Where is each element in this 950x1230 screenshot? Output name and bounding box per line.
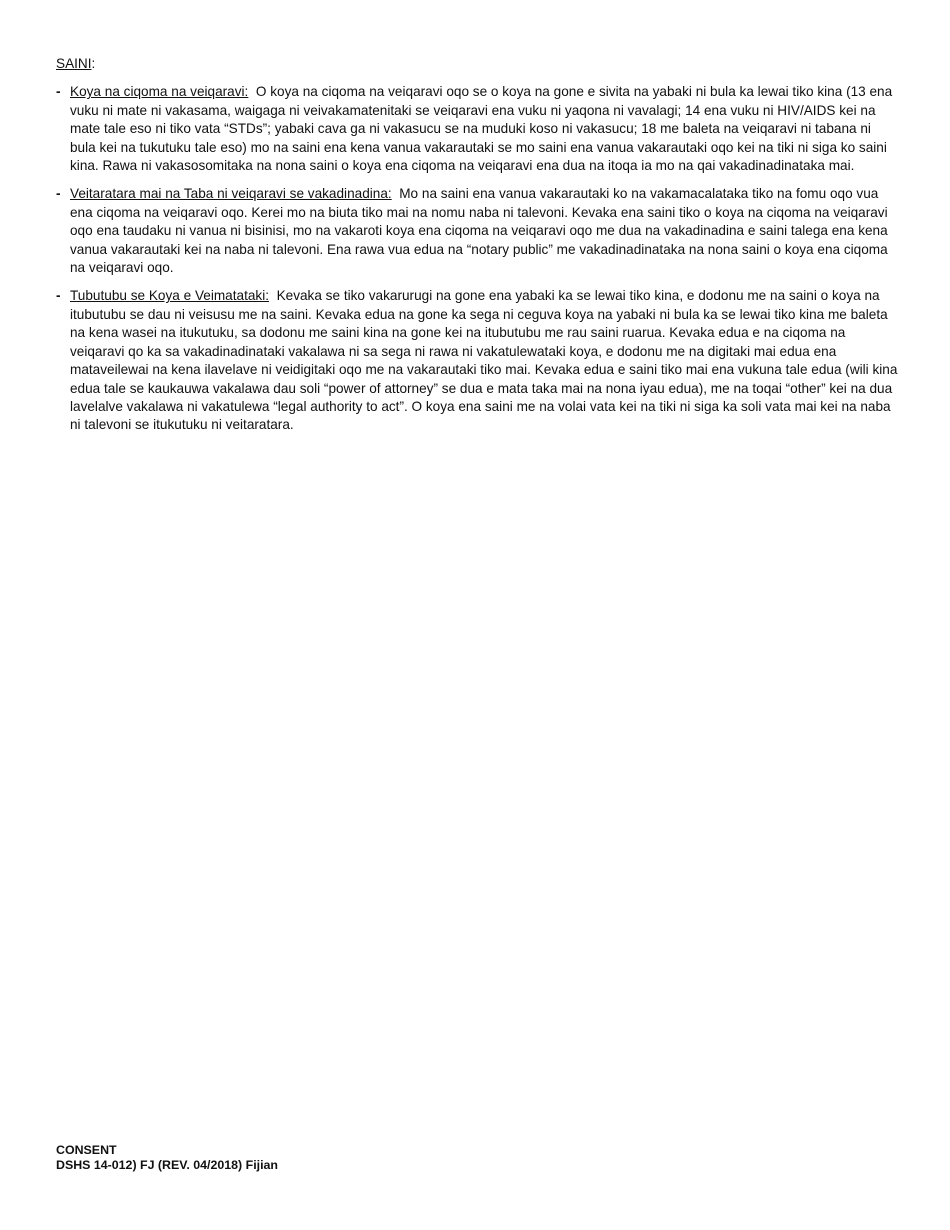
form-name: CONSENT (56, 1143, 117, 1157)
bullet-dash: - (56, 288, 61, 304)
section-title-text: SAINI (56, 56, 92, 71)
item-heading: Koya na ciqoma na veiqaravi: (70, 84, 249, 100)
document-page (56, 55, 898, 445)
item-text: Kevaka se tiko vakarurugi na gone ena yabaki ka se lewai tiko kina, e dodonu me na saini o koya na itubutubu se dau ni veisusu me na saini. Kevaka edua na gone ka sega ni ceguva koya na yabaki ni bula ka se lewai tiko kina me baleta na kena wasei na itukutuku, sa dodonu me saini kina na gone kei na itubutubu me rau saini ruarua. Kevaka edua e na ciqoma na veiqaravi qo ka sa vakadinadinataki vakalawa ni sa sega ni rawa ni vakatulewataki koya, e dodonu me na digitaki mai edua ena mataveilewai na kena ilavelave ni veidigitaki oqo me na vakarautaki tiko mai. Kevaka edua e saini tiko mai ena vukuna tale edua (wili kina edua tale se kaukauwa vakalawa dau soli “power of attorney” se dua e mata taka mai na nona iyau edua), me na toqai “other” kei na dua lavelalve vakalawa ni vakatulewa “legal authority to act”. O koya ena saini me na volai vata kei na tiki ni siga ka soli vata mai kei na naba ni talevoni se itukutuku ni veitaratara. (70, 288, 898, 433)
form-id: DSHS 14-012) FJ (REV. 04/2018) Fijian (56, 1158, 278, 1172)
item-text: Mo na saini ena vanua vakarautaki ko na vakamacalataka tiko na fomu oqo vua ena ciqoma na veiqaravi oqo. Kerei mo na biuta tiko mai na nomu naba ni talevoni. Kevaka ena saini tiko o koya na ciqoma na veiqaravi oqo ena taudaku ni vanua ni bisinisi, mo na vakaroti koya ena ciqoma na veiqaravi oqo me dua na vakadinadina e saini talega ena kena vanua vakarautaki kei na naba ni talevoni. Ena rawa vua edua na “notary public” me vakadinadinataka na nona saini o koya ena ciqoma na veiqaravi oqo. (70, 186, 888, 276)
list-item-guardian (56, 287, 898, 434)
section-title (56, 55, 898, 73)
bullet-dash: - (56, 186, 61, 202)
section-title-colon: : (91, 56, 96, 71)
list-item-patient (56, 83, 898, 175)
bullet-dash: - (56, 84, 61, 100)
item-heading: Tubutubu se Koya e Veimatataki: (70, 288, 269, 304)
item-text: O koya na ciqoma na veiqaravi oqo se o koya na gone e sivita na yabaki ni bula ka lewai tiko kina (13 ena vuku ni mate ni vakasama, waigaga ni veivakamatenitaki se veiqaravi ena vuku ni yaqona ni vavalagi; 14 ena vuku ni HIV/AIDS kei na mate tale eso ni tiko vata “STDs”; yabaki cava ga ni vakasucu se na muduki koso ni vakasucu; 18 me baleta na veiqaravi ni tabana ni bula kei na tukutuku tale eso) mo na saini ena kena vanua vakarautaki se mo saini ena vanua vakarautaki oqo kei na tiki ni siga ko saini kina. Rawa ni vakasosomitaka na nona saini o koya ena ciqoma na veiqaravi ena dua na itoqa ia mo na qai vakadinadinataka mai. (70, 84, 893, 174)
form-footer (56, 1143, 278, 1173)
item-heading: Veitaratara mai na Taba ni veiqaravi se vakadinadina: (70, 186, 392, 202)
list-item-witness (56, 185, 898, 277)
